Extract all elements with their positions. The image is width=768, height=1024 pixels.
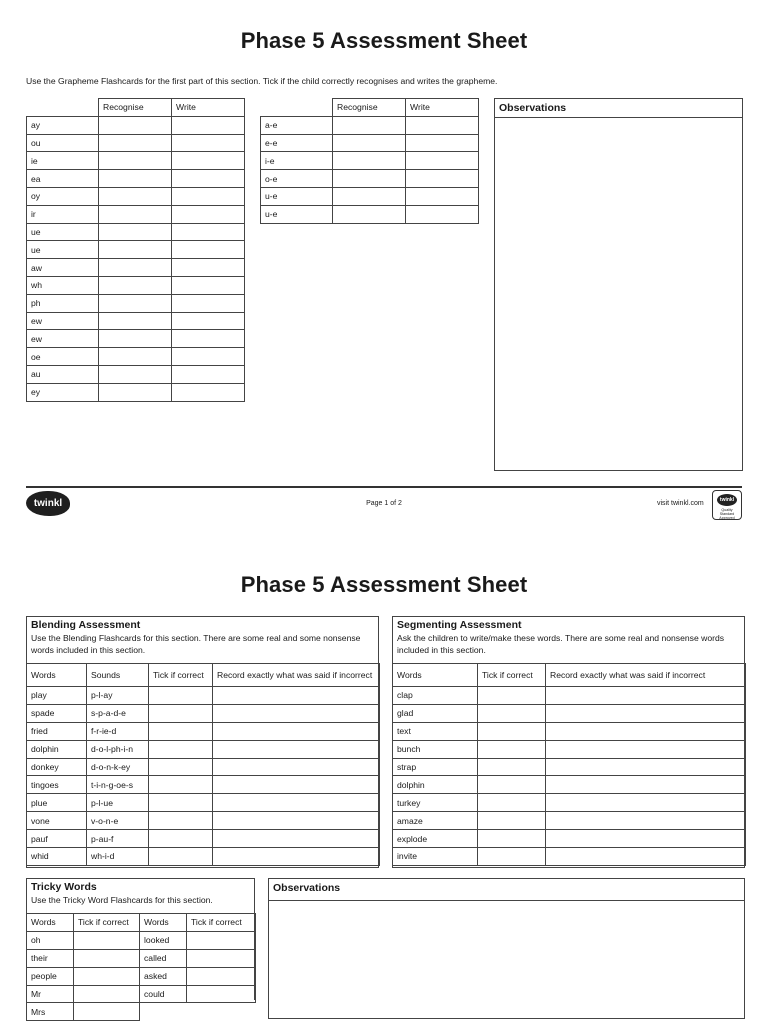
- table-row: [27, 704, 380, 722]
- write-cell[interactable]: [172, 187, 245, 205]
- grapheme-label: ue: [27, 241, 99, 259]
- word-cell: dolphin: [27, 740, 87, 758]
- word-cell: oh: [27, 931, 74, 949]
- visit-link[interactable]: visit twinkl.com: [657, 500, 704, 507]
- recognise-cell[interactable]: [333, 152, 406, 170]
- write-cell[interactable]: [172, 330, 245, 348]
- recognise-cell[interactable]: [99, 116, 172, 134]
- word-cell: pauf: [27, 830, 87, 848]
- tick-cell[interactable]: [149, 848, 213, 866]
- record-cell[interactable]: [213, 722, 380, 740]
- tick-header: Tick if correct: [149, 664, 213, 687]
- table-row: [27, 830, 380, 848]
- record-cell[interactable]: [213, 704, 380, 722]
- record-cell[interactable]: [213, 740, 380, 758]
- word-cell: fried: [27, 722, 87, 740]
- table-row: [27, 722, 380, 740]
- tick-cell[interactable]: [149, 704, 213, 722]
- sounds-header: Sounds: [87, 664, 149, 687]
- recognise-cell[interactable]: [333, 187, 406, 205]
- table-row: [261, 134, 479, 152]
- tick-cell[interactable]: [478, 794, 546, 812]
- page-title-2: Phase 5 Assessment Sheet: [240, 572, 528, 597]
- sounds-cell: p-l-ue: [87, 794, 149, 812]
- word-cell: people: [27, 967, 74, 985]
- observations-title: Observations: [495, 99, 742, 118]
- blending-table: [26, 663, 380, 866]
- table-row: [27, 134, 245, 152]
- grapheme-label: o-e: [261, 170, 333, 188]
- tick-cell[interactable]: [478, 758, 546, 776]
- tricky-title: Tricky Words: [31, 881, 97, 893]
- record-header: Record exactly what was said if incorrect: [546, 664, 746, 687]
- record-cell[interactable]: [546, 830, 746, 848]
- write-cell[interactable]: [172, 134, 245, 152]
- recognise-cell[interactable]: [99, 134, 172, 152]
- write-cell[interactable]: [172, 170, 245, 188]
- record-cell[interactable]: [213, 776, 380, 794]
- recognise-cell[interactable]: [333, 116, 406, 134]
- sounds-cell: d-o-l-ph-i-n: [87, 740, 149, 758]
- word-cell: their: [27, 949, 74, 967]
- segmenting-panel: [392, 616, 745, 868]
- tick-cell[interactable]: [478, 704, 546, 722]
- table-row: [261, 116, 479, 134]
- tick-cell[interactable]: [478, 722, 546, 740]
- record-cell[interactable]: [546, 812, 746, 830]
- word-cell: dolphin: [393, 776, 478, 794]
- tricky-words-panel: [26, 878, 255, 1017]
- grapheme-label: oe: [27, 348, 99, 366]
- write-cell[interactable]: [406, 152, 479, 170]
- blank-header: [261, 99, 333, 117]
- table-row: [27, 794, 380, 812]
- record-cell[interactable]: [546, 848, 746, 866]
- tick-cell[interactable]: [187, 949, 256, 967]
- table-row: [27, 365, 245, 383]
- sounds-cell: p-l-ay: [87, 687, 149, 705]
- write-cell[interactable]: [406, 170, 479, 188]
- table-row: [261, 187, 479, 205]
- table-row: [27, 758, 380, 776]
- word-cell: could: [140, 985, 187, 1003]
- table-row: [393, 704, 746, 722]
- grapheme-label: a-e: [261, 116, 333, 134]
- footer-divider: [26, 486, 742, 488]
- write-header: Write: [406, 99, 479, 117]
- table-row: [27, 187, 245, 205]
- recognise-cell[interactable]: [99, 205, 172, 223]
- table-row: [27, 776, 380, 794]
- segmenting-title: Segmenting Assessment: [397, 619, 522, 631]
- table-row: [27, 116, 245, 134]
- grapheme-label: ay: [27, 116, 99, 134]
- recognise-cell[interactable]: [99, 241, 172, 259]
- tick-cell[interactable]: [478, 776, 546, 794]
- record-cell[interactable]: [213, 812, 380, 830]
- table-row: [393, 687, 746, 705]
- word-cell: donkey: [27, 758, 87, 776]
- word-cell: text: [393, 722, 478, 740]
- table-row: [27, 205, 245, 223]
- word-cell: whid: [27, 848, 87, 866]
- grapheme-label: au: [27, 365, 99, 383]
- recognise-cell[interactable]: [99, 294, 172, 312]
- recognise-cell[interactable]: [99, 365, 172, 383]
- tick-cell[interactable]: [187, 931, 256, 949]
- badge-text: Quality Standard Approved: [719, 508, 735, 520]
- word-cell: invite: [393, 848, 478, 866]
- record-cell[interactable]: [546, 758, 746, 776]
- table-row: [393, 848, 746, 866]
- table-row: [27, 312, 245, 330]
- tick-header: Tick if correct: [74, 914, 140, 932]
- recognise-cell[interactable]: [333, 134, 406, 152]
- record-cell[interactable]: [546, 704, 746, 722]
- recognise-cell[interactable]: [99, 152, 172, 170]
- write-cell[interactable]: [172, 241, 245, 259]
- tick-cell[interactable]: [478, 740, 546, 758]
- grapheme-label: ey: [27, 383, 99, 401]
- recognise-cell[interactable]: [99, 276, 172, 294]
- page-number: Page 1 of 2: [366, 500, 402, 507]
- tick-cell[interactable]: [74, 931, 140, 949]
- tick-cell[interactable]: [149, 794, 213, 812]
- table-row: [27, 812, 380, 830]
- tick-header: Tick if correct: [478, 664, 546, 687]
- table-row: [27, 931, 256, 949]
- tick-cell[interactable]: [187, 985, 256, 1003]
- blending-panel: [26, 616, 379, 868]
- recognise-cell[interactable]: [333, 205, 406, 223]
- record-cell[interactable]: [546, 776, 746, 794]
- write-cell[interactable]: [172, 365, 245, 383]
- sounds-cell: s-p-a-d-e: [87, 704, 149, 722]
- record-cell[interactable]: [546, 740, 746, 758]
- words-header: Words: [27, 664, 87, 687]
- grapheme-label: aw: [27, 259, 99, 277]
- table-row: [261, 152, 479, 170]
- observations-title-2: Observations: [269, 879, 744, 901]
- recognise-cell[interactable]: [99, 312, 172, 330]
- table-row: [27, 740, 380, 758]
- sounds-cell: t-i-n-g-oe-s: [87, 776, 149, 794]
- tick-cell[interactable]: [149, 776, 213, 794]
- recognise-cell[interactable]: [99, 383, 172, 401]
- record-cell[interactable]: [213, 830, 380, 848]
- empty-cell: [187, 1003, 256, 1021]
- grapheme-label: ph: [27, 294, 99, 312]
- table-row: [393, 830, 746, 848]
- recognise-cell[interactable]: [99, 348, 172, 366]
- grapheme-label: ue: [27, 223, 99, 241]
- record-cell[interactable]: [213, 794, 380, 812]
- table-row: [27, 259, 245, 277]
- blank-header: [27, 99, 99, 117]
- grapheme-label: u-e: [261, 187, 333, 205]
- recognise-cell[interactable]: [333, 170, 406, 188]
- table-row: [393, 794, 746, 812]
- word-cell: play: [27, 687, 87, 705]
- tick-cell[interactable]: [149, 722, 213, 740]
- write-cell[interactable]: [172, 294, 245, 312]
- grapheme-label: ir: [27, 205, 99, 223]
- write-cell[interactable]: [406, 205, 479, 223]
- twinkl-logo: twinkl: [26, 491, 70, 516]
- recognise-cell[interactable]: [99, 170, 172, 188]
- word-cell: vone: [27, 812, 87, 830]
- word-cell: strap: [393, 758, 478, 776]
- badge-logo: twinkl: [717, 494, 737, 506]
- instruction-text: Use the Grapheme Flashcards for the first part of this section. Tick if the child correctly recognises and writes the grapheme.: [26, 76, 498, 86]
- tick-header: Tick if correct: [187, 914, 256, 932]
- table-row: [27, 330, 245, 348]
- tick-cell[interactable]: [478, 812, 546, 830]
- word-cell: glad: [393, 704, 478, 722]
- tick-cell[interactable]: [187, 967, 256, 985]
- write-cell[interactable]: [172, 383, 245, 401]
- table-row: [27, 294, 245, 312]
- grapheme-label: oy: [27, 187, 99, 205]
- write-cell[interactable]: [406, 116, 479, 134]
- sounds-cell: wh-i-d: [87, 848, 149, 866]
- word-cell: explode: [393, 830, 478, 848]
- grapheme-label: ou: [27, 134, 99, 152]
- tick-cell[interactable]: [149, 758, 213, 776]
- sounds-cell: f-r-ie-d: [87, 722, 149, 740]
- table-row: [27, 1003, 256, 1021]
- grapheme-label: u-e: [261, 205, 333, 223]
- tick-cell[interactable]: [478, 848, 546, 866]
- table-row: [261, 170, 479, 188]
- grapheme-label: i-e: [261, 152, 333, 170]
- record-cell[interactable]: [213, 758, 380, 776]
- grapheme-label: ea: [27, 170, 99, 188]
- word-cell: amaze: [393, 812, 478, 830]
- observations-box[interactable]: [494, 98, 743, 471]
- grapheme-label: wh: [27, 276, 99, 294]
- tick-cell[interactable]: [149, 812, 213, 830]
- record-cell[interactable]: [546, 687, 746, 705]
- word-cell: Mr: [27, 985, 74, 1003]
- record-cell[interactable]: [546, 794, 746, 812]
- tick-cell[interactable]: [478, 687, 546, 705]
- word-cell: called: [140, 949, 187, 967]
- tick-cell[interactable]: [74, 967, 140, 985]
- recognise-header: Recognise: [99, 99, 172, 117]
- segmenting-desc: Ask the children to write/make these words. There are some real and nonsense words included in this section.: [397, 633, 725, 655]
- record-cell[interactable]: [546, 722, 746, 740]
- tick-cell[interactable]: [74, 949, 140, 967]
- table-row: [27, 687, 380, 705]
- record-header: Record exactly what was said if incorrect: [213, 664, 380, 687]
- table-row: [393, 740, 746, 758]
- write-header: Write: [172, 99, 245, 117]
- recognise-cell[interactable]: [99, 259, 172, 277]
- table-row: [27, 276, 245, 294]
- recognise-cell[interactable]: [99, 330, 172, 348]
- word-cell: clap: [393, 687, 478, 705]
- table-row: [27, 949, 256, 967]
- tricky-desc: Use the Tricky Word Flashcards for this section.: [31, 895, 213, 905]
- blending-desc: Use the Blending Flashcards for this section. There are some real and some nonsense words included in this section.: [31, 633, 361, 655]
- record-cell[interactable]: [213, 848, 380, 866]
- tick-cell[interactable]: [149, 740, 213, 758]
- write-cell[interactable]: [406, 187, 479, 205]
- recognise-header: Recognise: [333, 99, 406, 117]
- table-row: [393, 812, 746, 830]
- write-cell[interactable]: [172, 312, 245, 330]
- observations-box-2[interactable]: [268, 878, 745, 1019]
- tick-cell[interactable]: [149, 830, 213, 848]
- word-cell: plue: [27, 794, 87, 812]
- sounds-cell: v-o-n-e: [87, 812, 149, 830]
- words-header: Words: [393, 664, 478, 687]
- record-cell[interactable]: [213, 687, 380, 705]
- table-row: [393, 776, 746, 794]
- tick-cell[interactable]: [74, 1003, 140, 1021]
- grapheme-label: ew: [27, 330, 99, 348]
- table-row: [27, 223, 245, 241]
- segmenting-table: [392, 663, 746, 866]
- write-cell[interactable]: [172, 116, 245, 134]
- write-cell[interactable]: [172, 205, 245, 223]
- write-cell[interactable]: [406, 134, 479, 152]
- word-cell: turkey: [393, 794, 478, 812]
- page-title: Phase 5 Assessment Sheet: [240, 28, 528, 53]
- grapheme-label: ew: [27, 312, 99, 330]
- table-row: [27, 241, 245, 259]
- recognise-cell[interactable]: [99, 187, 172, 205]
- word-cell: asked: [140, 967, 187, 985]
- tick-cell[interactable]: [149, 687, 213, 705]
- write-cell[interactable]: [172, 259, 245, 277]
- table-row: [27, 170, 245, 188]
- sounds-cell: d-o-n-k-ey: [87, 758, 149, 776]
- quality-badge-icon: [712, 490, 742, 520]
- word-cell: bunch: [393, 740, 478, 758]
- word-cell: spade: [27, 704, 87, 722]
- grapheme-table-b: [260, 98, 479, 224]
- word-cell: tingoes: [27, 776, 87, 794]
- table-row: [27, 383, 245, 401]
- table-row: [393, 722, 746, 740]
- table-row: [27, 152, 245, 170]
- tick-cell[interactable]: [478, 830, 546, 848]
- blending-title: Blending Assessment: [31, 619, 141, 631]
- empty-cell: [140, 1003, 187, 1021]
- tricky-words-table: [26, 913, 256, 1021]
- word-cell: Mrs: [27, 1003, 74, 1021]
- grapheme-table-a: [26, 98, 245, 402]
- table-row: [27, 348, 245, 366]
- write-cell[interactable]: [172, 276, 245, 294]
- write-cell[interactable]: [172, 223, 245, 241]
- table-row: [261, 205, 479, 223]
- words-header: Words: [140, 914, 187, 932]
- sounds-cell: p-au-f: [87, 830, 149, 848]
- table-row: [393, 758, 746, 776]
- tick-cell[interactable]: [74, 985, 140, 1003]
- write-cell[interactable]: [172, 348, 245, 366]
- write-cell[interactable]: [172, 152, 245, 170]
- word-cell: looked: [140, 931, 187, 949]
- grapheme-label: e-e: [261, 134, 333, 152]
- grapheme-label: ie: [27, 152, 99, 170]
- table-row: [27, 848, 380, 866]
- words-header: Words: [27, 914, 74, 932]
- table-row: [27, 967, 256, 985]
- table-row: [27, 985, 256, 1003]
- recognise-cell[interactable]: [99, 223, 172, 241]
